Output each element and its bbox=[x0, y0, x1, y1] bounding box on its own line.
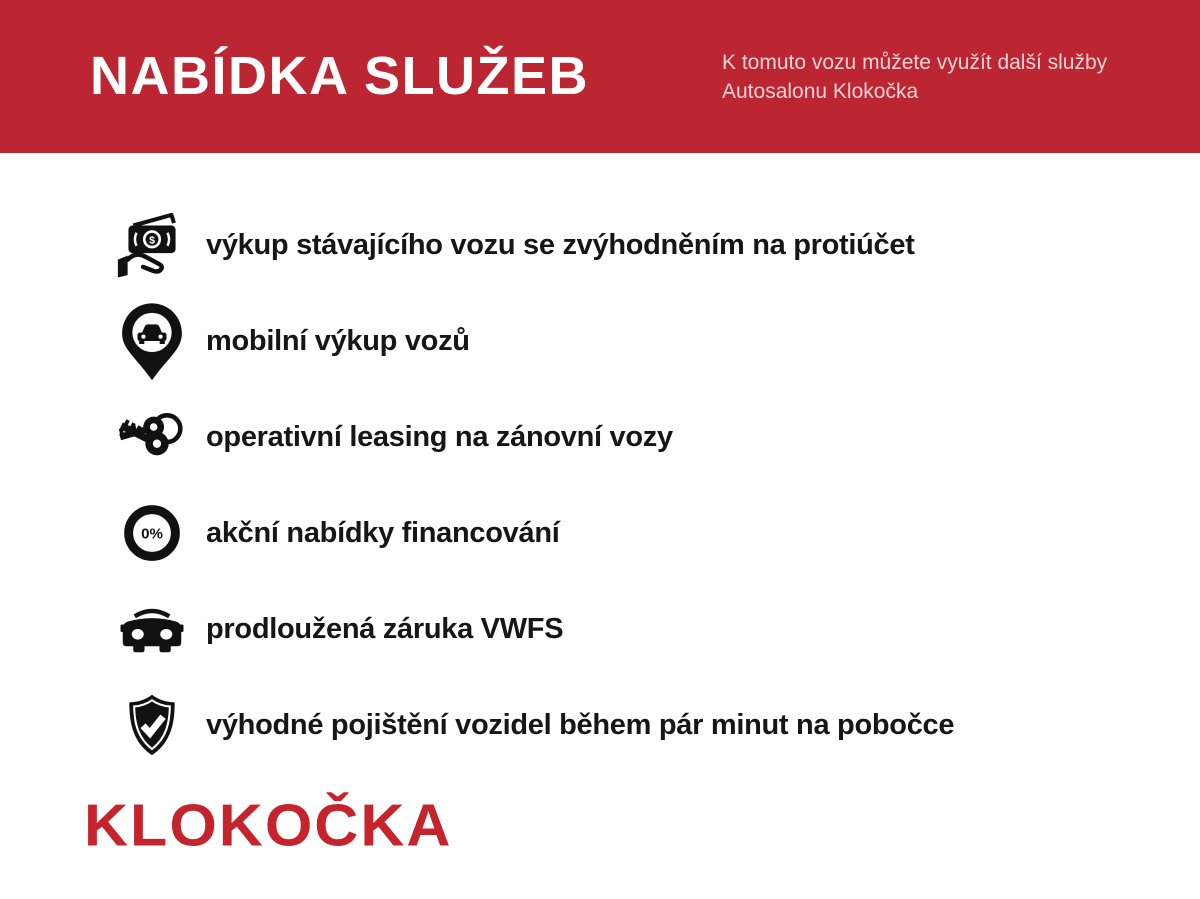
shield-check-icon bbox=[108, 689, 196, 761]
svg-text:$: $ bbox=[149, 234, 155, 247]
page-title: NABÍDKA SLUŽEB bbox=[90, 46, 589, 106]
service-item-insurance bbox=[108, 677, 954, 773]
service-label: výkup stávajícího vozu se zvýhodněním na protiúčet bbox=[206, 228, 915, 261]
service-label: operativní leasing na zánovní vozy bbox=[206, 420, 673, 453]
service-item-mobile-buyout bbox=[108, 293, 954, 389]
service-label: výhodné pojištění vozidel během pár minut na pobočce bbox=[206, 708, 955, 741]
service-label: akční nabídky financování bbox=[206, 516, 560, 549]
service-item-trade-in bbox=[108, 197, 954, 293]
zero-percent-label: 0% bbox=[141, 525, 163, 543]
header-subtitle-line2: Autosalonu Klokočka bbox=[722, 80, 919, 103]
cash-in-hand-icon bbox=[108, 206, 196, 284]
header-subtitle-line1: K tomuto vozu můžete využít další služby bbox=[722, 51, 1108, 74]
service-item-financing bbox=[108, 485, 954, 581]
zero-percent-icon bbox=[108, 500, 196, 566]
service-item-warranty bbox=[108, 581, 954, 677]
map-pin-car-icon bbox=[108, 300, 196, 382]
header-banner bbox=[0, 0, 1200, 153]
service-label: mobilní výkup vozů bbox=[206, 324, 470, 357]
header-subtitle bbox=[722, 48, 1107, 106]
keys-icon bbox=[108, 397, 196, 477]
klokocka-logo: KLOKOČKA bbox=[84, 792, 453, 858]
service-item-leasing bbox=[108, 389, 954, 485]
car-front-icon bbox=[108, 593, 196, 665]
service-label: prodloužená záruka VWFS bbox=[206, 612, 564, 645]
services-list bbox=[108, 197, 954, 773]
